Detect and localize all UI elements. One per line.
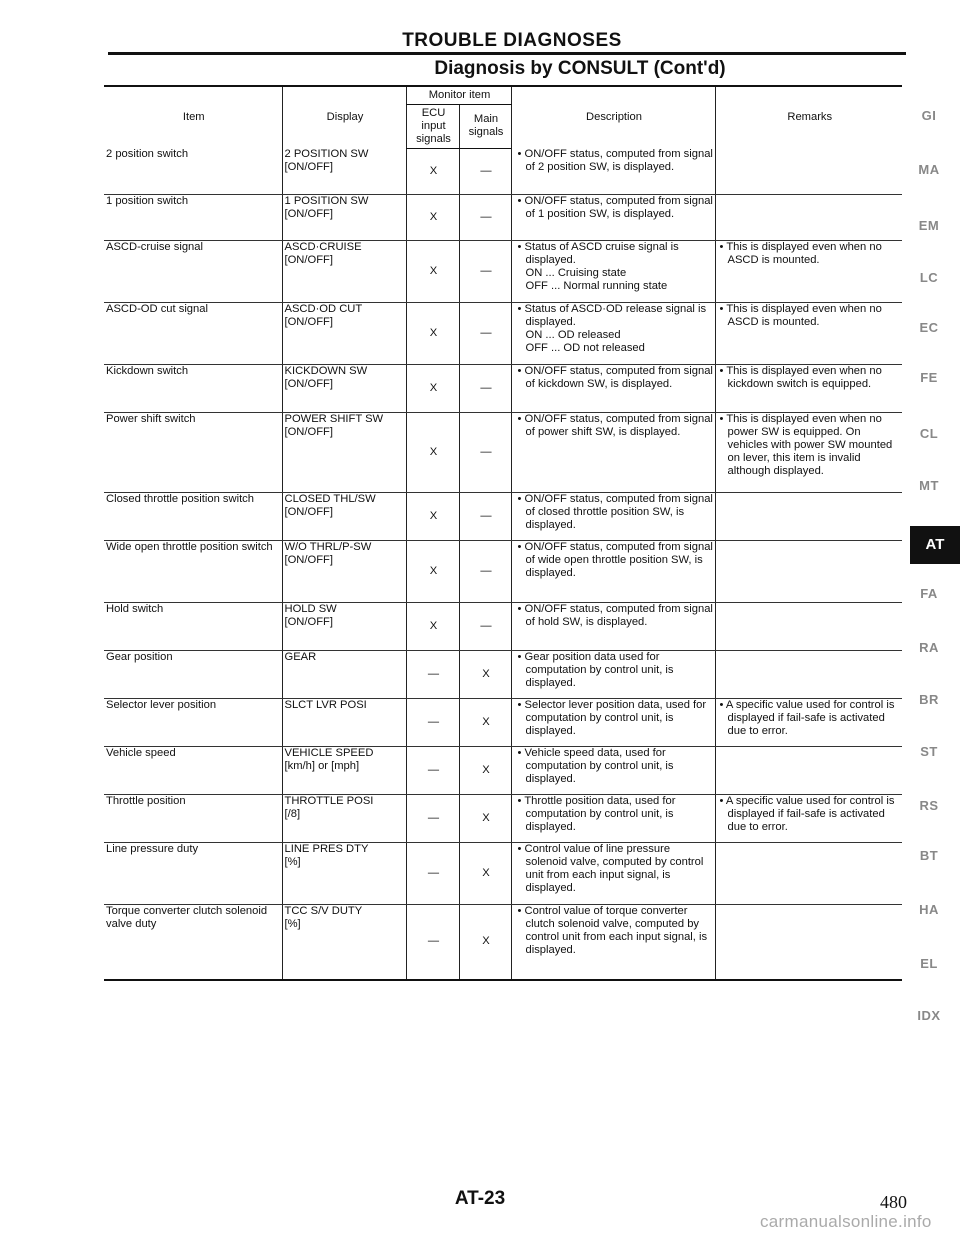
cell-ecu-input: —: [406, 904, 459, 980]
cell-main-signal: —: [459, 602, 511, 650]
cell-ecu-input: X: [406, 540, 459, 602]
cell-ecu-input: X: [406, 240, 459, 302]
cell-ecu-input: —: [406, 746, 459, 794]
cell-main-signal: X: [459, 794, 511, 842]
cell-main-signal: —: [459, 194, 511, 240]
header-ecu-input: ECU input signals: [406, 104, 459, 148]
cell-description: • ON/OFF status, computed from signal of hold SW, is displayed.: [511, 602, 715, 650]
cell-item: Power shift switch: [104, 412, 282, 492]
cell-description: • Control value of torque converter clutch solenoid valve, computed by control unit from each input signal, is displayed.: [511, 904, 715, 980]
table-row: [104, 194, 902, 240]
cell-item: Torque converter clutch solenoid valve duty: [104, 904, 282, 980]
page-subtitle: Diagnosis by CONSULT (Cont'd): [434, 58, 726, 79]
cell-remarks: [715, 746, 902, 794]
cell-description: • Status of ASCD·OD release signal is displayed. ON ... OD released OFF ... OD not released: [511, 302, 715, 364]
cell-ecu-input: X: [406, 364, 459, 412]
header-remarks: Remarks: [715, 86, 902, 148]
cell-description: • Gear position data used for computation by control unit, is displayed.: [511, 650, 715, 698]
section-tab-rs: RS: [919, 798, 939, 813]
section-tab-ec: EC: [919, 320, 939, 335]
cell-display: ASCD·OD CUT [ON/OFF]: [282, 302, 406, 364]
header-monitor-item: Monitor item: [406, 86, 511, 104]
section-tab-el: EL: [920, 956, 938, 971]
cell-display: CLOSED THL/SW [ON/OFF]: [282, 492, 406, 540]
cell-main-signal: —: [459, 240, 511, 302]
cell-description: • ON/OFF status, computed from signal of 2 position SW, is displayed.: [511, 148, 715, 194]
cell-description: • ON/OFF status, computed from signal of 1 position SW, is displayed.: [511, 194, 715, 240]
section-tab-bt: BT: [919, 848, 939, 863]
cell-main-signal: —: [459, 412, 511, 492]
cell-main-signal: X: [459, 698, 511, 746]
cell-ecu-input: —: [406, 794, 459, 842]
table-row: [104, 364, 902, 412]
cell-main-signal: X: [459, 650, 511, 698]
cell-ecu-input: —: [406, 842, 459, 904]
cell-item: Wide open throttle position switch: [104, 540, 282, 602]
section-tab-ra: RA: [919, 640, 939, 655]
cell-display: 2 POSITION SW [ON/OFF]: [282, 148, 406, 194]
page-number: 480: [880, 1192, 907, 1212]
cell-ecu-input: X: [406, 602, 459, 650]
cell-main-signal: —: [459, 492, 511, 540]
cell-description: • Status of ASCD cruise signal is displayed. ON ... Cruising state OFF ... Normal running state: [511, 240, 715, 302]
cell-ecu-input: X: [406, 194, 459, 240]
cell-item: ASCD-OD cut signal: [104, 302, 282, 364]
cell-remarks: [715, 842, 902, 904]
cell-description: • Control value of line pressure solenoid valve, computed by control unit from each input signal, is displayed.: [511, 842, 715, 904]
cell-remarks: [715, 904, 902, 980]
cell-description: • ON/OFF status, computed from signal of wide open throttle position SW, is displayed.: [511, 540, 715, 602]
cell-main-signal: —: [459, 148, 511, 194]
cell-remarks: • This is displayed even when no ASCD is mounted.: [715, 240, 902, 302]
section-tab-cl: CL: [919, 426, 939, 441]
cell-display: KICKDOWN SW [ON/OFF]: [282, 364, 406, 412]
cell-remarks: • This is displayed even when no kickdown switch is equipped.: [715, 364, 902, 412]
cell-item: 1 position switch: [104, 194, 282, 240]
section-tab-fe: FE: [920, 370, 938, 385]
page-code: AT-23: [454, 1188, 506, 1209]
cell-display: POWER SHIFT SW [ON/OFF]: [282, 412, 406, 492]
consult-table: [104, 85, 902, 981]
section-tab-ha: HA: [919, 902, 939, 917]
cell-ecu-input: X: [406, 492, 459, 540]
table-row: [104, 842, 902, 904]
cell-item: 2 position switch: [104, 148, 282, 194]
cell-display: THROTTLE POSI [/8]: [282, 794, 406, 842]
section-tab-ma: MA: [918, 162, 940, 177]
cell-remarks: [715, 602, 902, 650]
table-row: [104, 492, 902, 540]
cell-item: Line pressure duty: [104, 842, 282, 904]
section-tab-em: EM: [918, 218, 940, 233]
header-item: Item: [104, 86, 282, 148]
table-row: [104, 412, 902, 492]
cell-ecu-input: X: [406, 302, 459, 364]
cell-main-signal: X: [459, 842, 511, 904]
cell-description: • ON/OFF status, computed from signal of closed throttle position SW, is displayed.: [511, 492, 715, 540]
cell-main-signal: X: [459, 746, 511, 794]
cell-item: Hold switch: [104, 602, 282, 650]
cell-remarks: • A specific value used for control is displayed if fail-safe is activated due to error.: [715, 698, 902, 746]
table-row: [104, 650, 902, 698]
cell-description: • Throttle position data, used for computation by control unit, is displayed.: [511, 794, 715, 842]
cell-description: • Vehicle speed data, used for computation by control unit, is displayed.: [511, 746, 715, 794]
section-tab-st: ST: [920, 744, 938, 759]
cell-item: Selector lever position: [104, 698, 282, 746]
cell-item: Vehicle speed: [104, 746, 282, 794]
cell-remarks: • A specific value used for control is displayed if fail-safe is activated due to error.: [715, 794, 902, 842]
cell-display: LINE PRES DTY [%]: [282, 842, 406, 904]
section-tab-idx: IDX: [917, 1008, 941, 1023]
cell-remarks: • This is displayed even when no ASCD is mounted.: [715, 302, 902, 364]
cell-display: HOLD SW [ON/OFF]: [282, 602, 406, 650]
table-row: [104, 540, 902, 602]
cell-item: Closed throttle position switch: [104, 492, 282, 540]
cell-display: VEHICLE SPEED [km/h] or [mph]: [282, 746, 406, 794]
section-tab-lc: LC: [919, 270, 939, 285]
cell-display: 1 POSITION SW [ON/OFF]: [282, 194, 406, 240]
header-display: Display: [282, 86, 406, 148]
cell-remarks: [715, 540, 902, 602]
cell-description: • Selector lever position data, used for computation by control unit, is displayed.: [511, 698, 715, 746]
cell-main-signal: —: [459, 302, 511, 364]
cell-ecu-input: X: [406, 148, 459, 194]
section-tab-gi: GI: [921, 108, 937, 123]
cell-item: Throttle position: [104, 794, 282, 842]
table-row: [104, 602, 902, 650]
cell-main-signal: —: [459, 364, 511, 412]
page-title: TROUBLE DIAGNOSES: [402, 30, 622, 51]
cell-remarks: [715, 492, 902, 540]
cell-main-signal: X: [459, 904, 511, 980]
watermark: carmanualsonline.info: [760, 1212, 932, 1231]
cell-remarks: [715, 194, 902, 240]
cell-description: • ON/OFF status, computed from signal of power shift SW, is displayed.: [511, 412, 715, 492]
cell-display: W/O THRL/P-SW [ON/OFF]: [282, 540, 406, 602]
section-tab-at: AT: [910, 526, 960, 564]
cell-item: Gear position: [104, 650, 282, 698]
cell-display: SLCT LVR POSI: [282, 698, 406, 746]
cell-remarks: [715, 148, 902, 194]
title-rule: [108, 52, 906, 55]
cell-ecu-input: X: [406, 412, 459, 492]
table-row: [104, 240, 902, 302]
cell-item: ASCD-cruise signal: [104, 240, 282, 302]
cell-display: GEAR: [282, 650, 406, 698]
cell-item: Kickdown switch: [104, 364, 282, 412]
cell-main-signal: —: [459, 540, 511, 602]
table-row: [104, 302, 902, 364]
header-description: Description: [511, 86, 715, 148]
cell-description: • ON/OFF status, computed from signal of kickdown SW, is displayed.: [511, 364, 715, 412]
section-tab-br: BR: [919, 692, 939, 707]
table-row: [104, 794, 902, 842]
table-row: [104, 904, 902, 980]
section-tab-fa: FA: [920, 586, 938, 601]
cell-ecu-input: —: [406, 650, 459, 698]
section-tab-mt: MT: [919, 478, 939, 493]
header-main-signals: Main signals: [459, 104, 511, 148]
table-row: [104, 698, 902, 746]
cell-remarks: [715, 650, 902, 698]
table-row: [104, 746, 902, 794]
table-body: [104, 148, 902, 980]
table-row: [104, 148, 902, 194]
cell-ecu-input: —: [406, 698, 459, 746]
cell-remarks: • This is displayed even when no power SW is equipped. On vehicles with power SW mounted on lever, this item is invalid although displayed.: [715, 412, 902, 492]
cell-display: ASCD·CRUISE [ON/OFF]: [282, 240, 406, 302]
cell-display: TCC S/V DUTY [%]: [282, 904, 406, 980]
